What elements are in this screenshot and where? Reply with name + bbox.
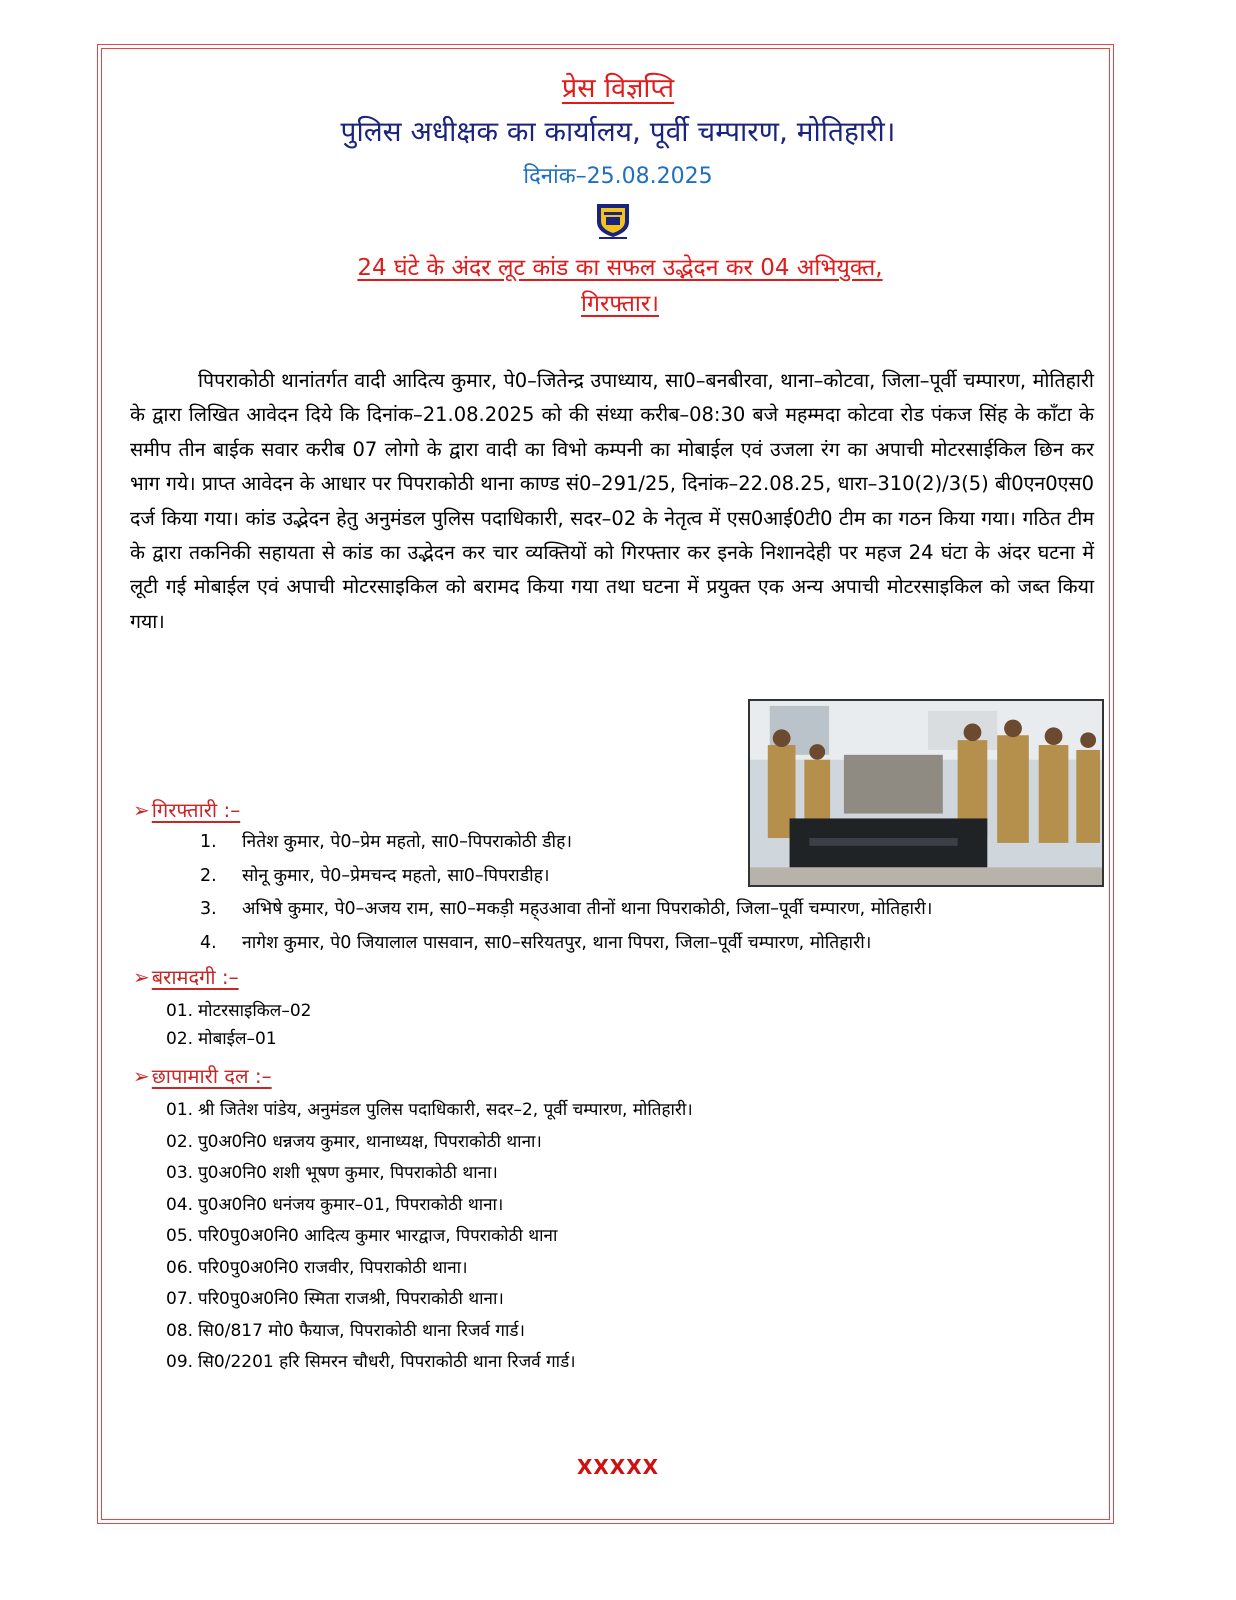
headline-line-2: गिरफ्तार। <box>581 291 659 317</box>
arrests-heading: ➢ गिरफ्तारी :– <box>133 798 241 822</box>
list-item: 01. श्री जितेश पांडेय, अनुमंडल पुलिस पदाधिकारी, सदर–2, पूर्वी चम्पारण, मोतिहारी। <box>166 1100 693 1120</box>
raid-team-list <box>166 1095 693 1379</box>
list-item: 08. सि0/817 मो0 फैयाज, पिपराकोठी थाना रिजर्व गार्ड। <box>166 1320 525 1341</box>
list-item: 4. नागेश कुमार, पे0 जियालाल पासवान, सा0–सरियतपुर, थाना पिपरा, जिला–पूर्वी चम्पारण, मोतिहारी। <box>200 932 872 953</box>
list-item: 2. सोनू कुमार, पे0–प्रेमचन्द महतो, सा0–पिपराडीह। <box>200 865 550 886</box>
list-item: 03. पु0अ0नि0 शशी भूषण कुमार, पिपराकोठी थाना। <box>166 1163 498 1183</box>
list-item: 04. पु0अ0नि0 धनंजय कुमार–01, पिपराकोठी थाना। <box>166 1194 504 1215</box>
list-item: 05. परि0पु0अ0नि0 आदित्य कुमार भारद्वाज, पिपराकोठी थाना <box>166 1226 558 1246</box>
arrow-bullet-icon: ➢ <box>133 965 150 989</box>
list-item: 3. अभिषे कुमार, पे0–अजय राम, सा0–मकड़ी मह्उआवा तीनों थाना पिपराकोठी, जिला–पूर्वी चम्पारण, मोतिहारी। <box>200 899 933 919</box>
arrow-bullet-icon: ➢ <box>133 1064 150 1088</box>
office-name: पुलिस अधीक्षक का कार्यालय, पूर्वी चम्पारण, मोतिहारी। <box>340 115 896 148</box>
list-item: 02. मोबाईल–01 <box>166 1029 277 1049</box>
list-item: 07. परि0पु0अ0नि0 स्मिता राजश्री, पिपराकोठी थाना। <box>166 1289 504 1309</box>
release-date: दिनांक–25.08.2025 <box>523 164 713 189</box>
list-item: 01. मोटरसाइकिल–02 <box>166 1001 312 1021</box>
body-paragraph: पिपराकोठी थानांतर्गत वादी आदित्य कुमार, पे0–जितेन्द्र उपाध्याय, सा0–बनबीरवा, थाना–कोटवा, जिला–पूर्वी चम्पारण, मोतिहारी के द्वारा लिखित आवेदन दिये कि दिनांक–21.08.2025 को की संध्या करीब–08:30 बजे महम्मदा कोटवा रोड पंकज सिंह के काँटा के समीप तीन बाईक सवार करीब 07 लोगो के द्वारा वादी का विभो कम्पनी का मोबाईल एवं उजला रंग का अपाची मोटरसाईकिल छिन कर भाग गये। प्राप्त आवेदन के आधार पर पिपराकोठी थाना काण्ड सं0–291/25, दिनांक–22.08.25, धारा–310(2)/3(5) बी0एन0एस0 दर्ज किया गया। कांड उद्भेदन हेतु अनुमंडल पुलिस पदाधिकारी, सदर–02 के नेतृत्व में एस0आई0टी0 टीम का गठन किया गया। गठित टीम के द्वारा तकनिकी सहायता से कांड का उद्भेदन कर चार व्यक्तियों को गिरफ्तार कर इनके निशानदेही पर महज 24 घंटा के अंदर घटना में लूटी गई मोबाईल एवं अपाची मोटरसाइकिल को बरामद किया गया तथा घटना में प्रयुक्त एक अन्य अपाची मोटरसाइकिल को जब्त किया गया। <box>130 369 1094 633</box>
arrests-list <box>200 826 932 960</box>
recovery-heading: ➢ बरामदगी :– <box>133 965 239 989</box>
list-item: 09. सि0/2201 हरि सिमरन चौधरी, पिपराकोठी थाना रिजर्व गार्ड। <box>166 1352 576 1372</box>
arrow-bullet-icon: ➢ <box>133 798 150 822</box>
bihar-police-emblem-icon <box>593 200 633 240</box>
recovery-list <box>166 997 311 1053</box>
list-item: 02. पु0अ0नि0 धन्नजय कुमार, थानाध्यक्ष, पिपराकोठी थाना। <box>166 1131 542 1152</box>
list-item: 1. नितेश कुमार, पे0–प्रेम महतो, सा0–पिपराकोठी डीह। <box>200 832 573 852</box>
headline <box>240 250 1000 322</box>
press-release-title: प्रेस विज्ञप्ति <box>561 73 675 104</box>
raid-team-heading: ➢ छापामारी दल :– <box>133 1064 272 1088</box>
list-item: 06. परि0पु0अ0नि0 राजवीर, पिपराकोठी थाना। <box>166 1257 468 1278</box>
headline-line-1: 24 घंटे के अंदर लूट कांड का सफल उद्भेदन कर 04 अभियुक्त, <box>357 255 883 281</box>
end-marker: XXXXX <box>576 1455 660 1479</box>
